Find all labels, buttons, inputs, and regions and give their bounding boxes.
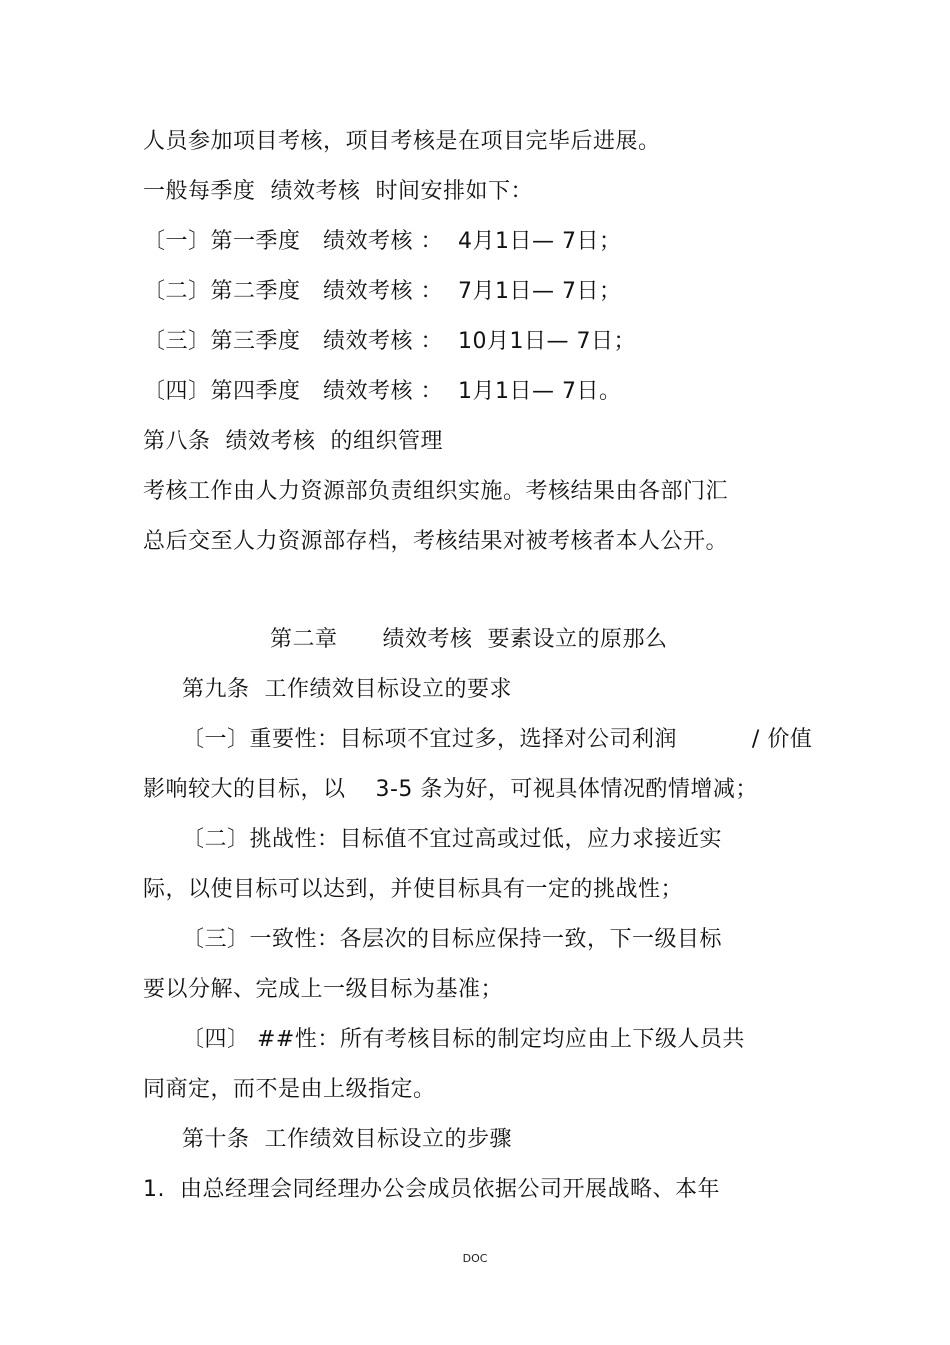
schedule-item: 〔四〕第四季度 绩效考核 ： 1月1日— 7日。 [143, 379, 622, 404]
body-text-line: 要以分解、完成上一级目标为基准； [143, 977, 504, 1002]
body-text-line: 总后交至人力资源部存档，考核结果对被考核者本人公开。 [143, 529, 729, 554]
body-text-line: 人员参加项目考核，项目考核是在项目完毕后进展。 [143, 129, 661, 154]
chapter-heading: 第二章 绩效考核 要素设立的原那么 [270, 627, 668, 652]
requirement-item: 〔三〕一致性：各层次的目标应保持一致，下一级目标 [182, 927, 723, 952]
article-heading: 第八条 绩效考核 的组织管理 [143, 429, 443, 454]
schedule-item: 〔三〕第三季度 绩效考核 ： 10月1日— 7日； [143, 329, 636, 354]
article-heading: 第九条 工作绩效目标设立的要求 [182, 677, 512, 702]
page-footer: DOC [462, 1252, 488, 1265]
requirement-item: 〔二〕挑战性：目标值不宜过高或过低，应力求接近实 [182, 827, 723, 852]
requirement-item: 〔四〕 ##性：所有考核目标的制定均应由上下级人员共 [182, 1027, 745, 1052]
body-text-line: 际，以使目标可以达到，并使目标具有一定的挑战性； [143, 877, 684, 902]
schedule-item: 〔二〕第二季度 绩效考核 ： 7月1日— 7日； [143, 279, 622, 304]
body-text-line: 影响较大的目标，以 3-5 条为好，可视具体情况酌情增减； [143, 777, 758, 802]
step-item: 1. 由总经理会同经理办公会成员依据公司开展战略、本年 [143, 1177, 720, 1202]
body-text-line: 一般每季度 绩效考核 时间安排如下： [143, 179, 533, 204]
body-text-line: 同商定，而不是由上级指定。 [143, 1077, 436, 1102]
requirement-item: 〔一〕重要性：目标项不宜过多，选择对公司利润 / 价值 [182, 727, 813, 752]
schedule-item: 〔一〕第一季度 绩效考核 ： 4月1日— 7日； [143, 229, 622, 254]
body-text-line: 考核工作由人力资源部负责组织实施。考核结果由各部门汇 [143, 479, 729, 504]
article-heading: 第十条 工作绩效目标设立的步骤 [182, 1127, 512, 1152]
